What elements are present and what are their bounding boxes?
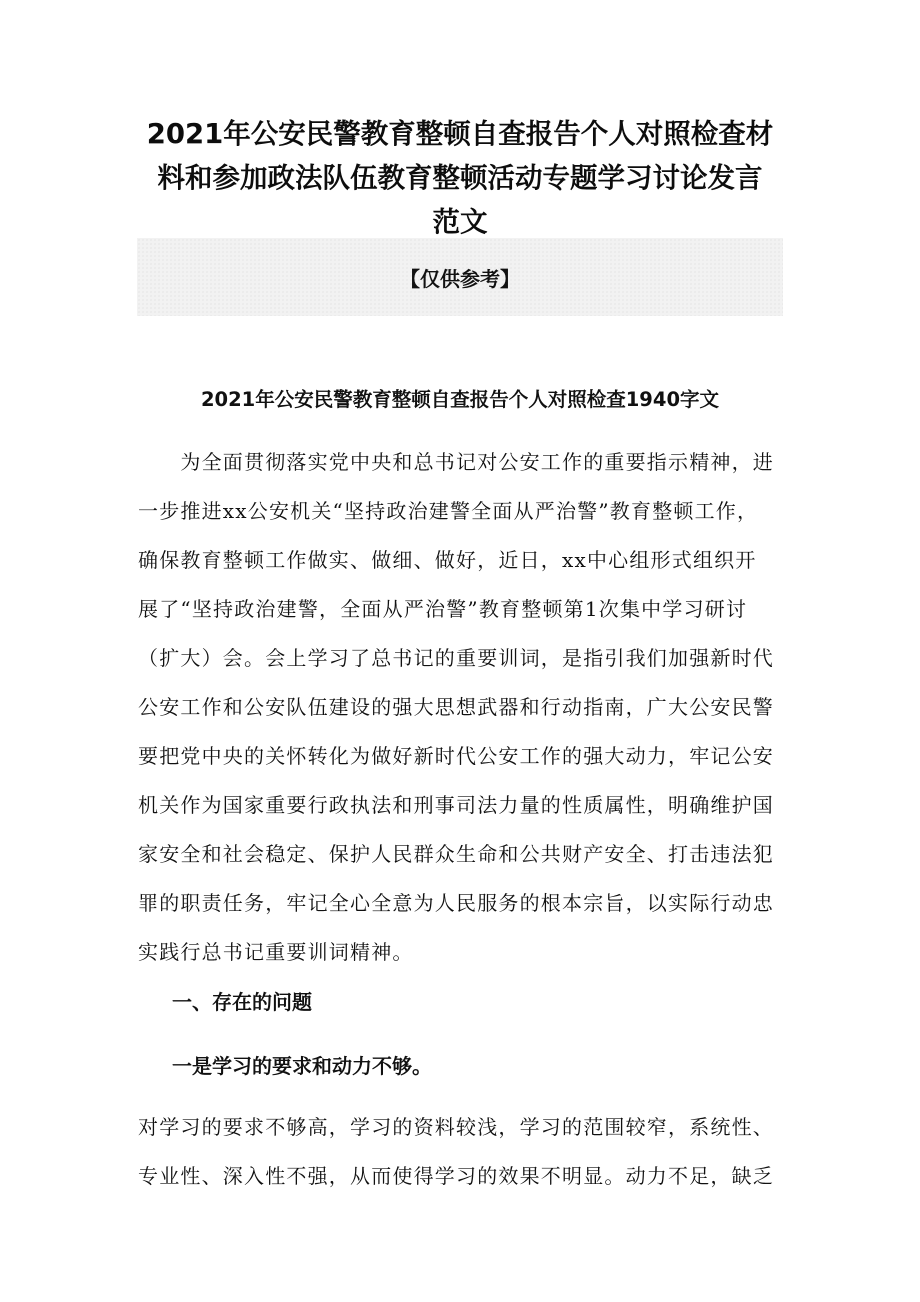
paragraph-line: 罪的职责任务，牢记全心全意为人民服务的根本宗旨，以实际行动忠 (138, 891, 774, 915)
title-line: 2021年公安民警教育整顿自查报告个人对照检查材 (146, 118, 774, 150)
reference-note: 【仅供参考】 (400, 266, 520, 291)
paragraph-line: 一步推进xx公安机关“坚持政治建警全面从严治警”教育整顿工作， (138, 499, 759, 523)
paragraph-line: 为全面贯彻落实党中央和总书记对公安工作的重要指示精神，进 (138, 450, 774, 474)
paragraph-line: 确保教育整顿工作做实、做细、做好，近日，xx中心组形式组织开 (138, 548, 757, 572)
paragraph-line: 要把党中央的关怀转化为做好新时代公安工作的强大动力，牢记公安 (138, 744, 774, 768)
heading-problems: 一、存在的问题 (172, 990, 312, 1014)
paragraph-line: 实践行总书记重要训词精神。 (138, 940, 414, 964)
body-paragraph-2 (138, 1103, 788, 1201)
paragraph-line: 专业性、深入性不强，从而使得学习的效果不明显。动力不足，缺乏 (138, 1164, 774, 1188)
title-line: 料和参加政法队伍教育整顿活动专题学习讨论发言 (157, 162, 763, 194)
paragraph-line: 机关作为国家重要行政执法和刑事司法力量的性质属性，明确维护国 (138, 793, 774, 817)
reference-banner (137, 238, 783, 316)
document-title (120, 112, 800, 244)
paragraph-line: （扩大）会。会上学习了总书记的重要训词，是指引我们加强新时代 (138, 646, 774, 670)
section-title: 2021年公安民警教育整顿自查报告个人对照检查1940字文 (200, 388, 720, 411)
paragraph-line: 对学习的要求不够高，学习的资料较浅，学习的范围较窄，系统性、 (138, 1115, 774, 1139)
title-line: 范文 (432, 206, 488, 238)
paragraph-line: 公安工作和公安队伍建设的强大思想武器和行动指南，广大公安民警 (138, 695, 774, 719)
body-paragraph-1 (138, 438, 788, 977)
paragraph-line: 家安全和社会稳定、保护人民群众生命和公共财产安全、打击违法犯 (138, 842, 774, 866)
heading-study-requirement: 一是学习的要求和动力不够。 (172, 1054, 432, 1078)
paragraph-line: 展了“坚持政治建警，全面从严治警”教育整顿第1次集中学习研讨 (138, 597, 748, 621)
